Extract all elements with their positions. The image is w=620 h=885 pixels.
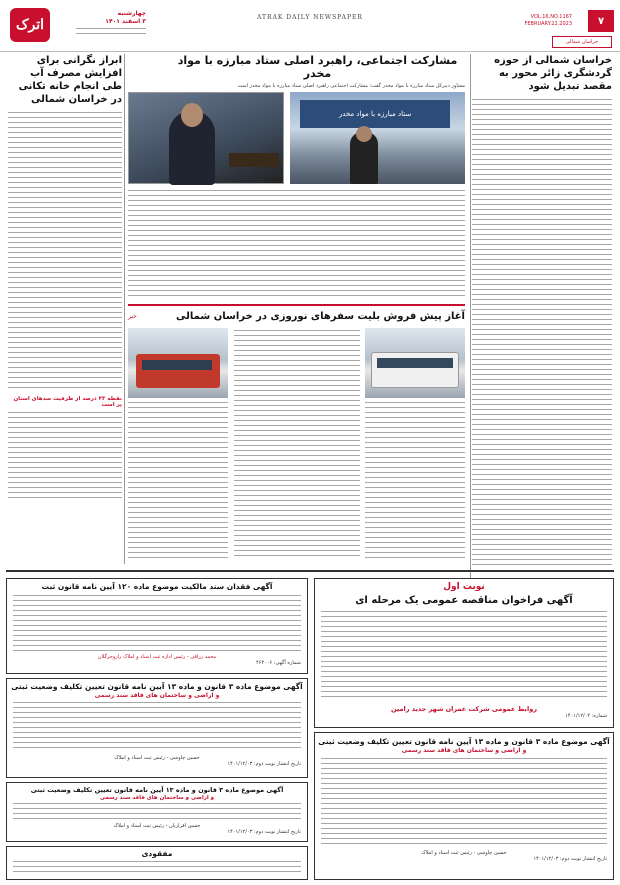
ad2-footer: حسین چاوشی - رئیس ثبت اسناد و املاک bbox=[114, 755, 200, 761]
ad1-title: آگهی فقدان سند مالکیت موضوع ماده ۱۲۰ آیین نامه قانون ثبت bbox=[41, 582, 273, 591]
volume-info bbox=[482, 14, 572, 28]
ad4-subtitle: و اراضی و ساختمان های فاقد سند رسمی bbox=[401, 747, 527, 754]
bus-article-body-2 bbox=[128, 402, 228, 560]
right-column bbox=[472, 54, 612, 569]
center-article-body bbox=[128, 190, 465, 300]
ad4-box bbox=[314, 732, 614, 880]
newspaper-logo: اترک bbox=[10, 8, 50, 42]
ad3-subtitle: و اراضی و ساختمان های فاقد سند رسمی bbox=[99, 795, 215, 801]
bus-section-label: خبر bbox=[128, 313, 137, 320]
column-divider bbox=[470, 54, 471, 584]
ad4-body bbox=[321, 758, 607, 846]
ad4-date: تاریخ انتشار نوبت دوم: ۱۴۰۱/۱۲/۰۳ bbox=[533, 856, 607, 862]
lost-ad-box bbox=[6, 846, 308, 880]
ad2-body bbox=[13, 702, 301, 752]
ads-rule bbox=[6, 570, 614, 572]
bus-article-body bbox=[234, 330, 360, 560]
ad1-body bbox=[13, 595, 301, 651]
right-article-title: خراسان شمالی از حوزه گردشگری زائر محور به مقصد تبدیل شود bbox=[494, 55, 612, 92]
masthead: ATRAK DAILY NEWSPAPER bbox=[257, 14, 363, 21]
meeting-photo bbox=[290, 92, 465, 184]
tender-number: شماره: ۱۴۰۱/۱۲/۰۲ bbox=[565, 713, 607, 719]
date-persian: ۳ اسفند ۱۴۰۱ bbox=[105, 18, 146, 25]
tender-title: آگهی فراخوان مناقصه عمومی یک مرحله ای bbox=[355, 595, 573, 606]
section-rule bbox=[128, 304, 465, 306]
left-article-body bbox=[8, 112, 122, 392]
date-english: FEBRUARY.22.2023 bbox=[524, 21, 572, 27]
bus-article-header bbox=[128, 310, 465, 323]
ad3-box bbox=[6, 782, 308, 842]
page-number-badge: ۷ bbox=[588, 10, 614, 32]
ad4-title: آگهی موضوع ماده ۳ قانون و ماده ۱۳ آیین نامه قانون تعیین تکلیف وضعیت ثبتی bbox=[318, 737, 610, 746]
bus-photo-2 bbox=[365, 328, 465, 398]
tender-footer: روابط عمومی شرکت عمران شهر جدید رامین bbox=[390, 705, 538, 713]
ad3-date: تاریخ انتشار نوبت دوم: ۱۴۰۱/۱۲/۰۳ bbox=[227, 829, 301, 835]
right-article-body bbox=[472, 99, 612, 569]
center-article bbox=[170, 54, 465, 90]
left-article-title: ابراز نگرانی برای افزایش مصرف آب طی انجام خانه تکانی در خراسان شمالی bbox=[18, 55, 122, 105]
nobat-label: نوبت اول bbox=[443, 582, 485, 592]
ad2-box bbox=[6, 678, 308, 778]
official-photo bbox=[128, 92, 284, 184]
lost-ad-title: مفقودی bbox=[141, 849, 173, 858]
column-divider-left bbox=[124, 54, 125, 564]
ad4-footer: حسین چاوشی - رئیس ثبت اسناد و املاک bbox=[421, 850, 507, 856]
weekday: چهارشنبه bbox=[117, 10, 146, 17]
photo-banner: ستاد مبارزه با مواد مخدر bbox=[300, 100, 450, 128]
bus-article-body-3 bbox=[365, 402, 465, 560]
ad2-date: تاریخ انتشار نوبت دوم: ۱۴۰۱/۱۲/۰۳ bbox=[227, 761, 301, 767]
ad3-footer: حسین افرازیان - رئیس ثبت اسناد و املاک bbox=[113, 823, 201, 829]
section-label: خراسان شمالی bbox=[552, 36, 612, 48]
tender-body bbox=[321, 611, 607, 701]
ad1-box bbox=[6, 578, 308, 674]
ad3-body bbox=[13, 803, 301, 821]
bus-photo-1 bbox=[128, 328, 228, 398]
left-subhead: نقطه ۴۳ درصد از ظرفیت سدهای استان پر است bbox=[13, 396, 122, 408]
center-article-lead: مشاور دبیرکل ستاد مبارزه با مواد مخدر گفت: مشارکت اجتماعی راهبرد اصلی ستاد مبارزه با مواد مخدر است bbox=[237, 83, 465, 89]
ad3-title: آگهی موضوع ماده ۳ قانون و ماده ۱۳ آیین نامه قانون تعیین تکلیف وضعیت ثبتی bbox=[30, 786, 284, 794]
ad1-footer: محمد رزاقی - رئیس اداره ثبت اسناد و املاک رازوجرگلان bbox=[97, 654, 217, 660]
issue-date bbox=[56, 10, 146, 34]
tender-ad bbox=[314, 578, 614, 728]
ad1-number: شماره آگهی: ۴۶۴۰۰۶ bbox=[256, 660, 301, 666]
left-article-body-2 bbox=[8, 412, 122, 502]
lost-ad-body bbox=[13, 861, 301, 873]
ad2-title: آگهی موضوع ماده ۳ قانون و ماده ۱۳ آیین نامه قانون تعیین تکلیف وضعیت ثبتی bbox=[11, 682, 303, 691]
left-column bbox=[8, 54, 122, 502]
volume-number: VOL.16,NO.1167 bbox=[530, 14, 572, 20]
center-article-title: مشارکت اجتماعی، راهبرد اصلی ستاد مبارزه با مواد مخدر bbox=[177, 54, 458, 80]
bus-article-title: آغاز پیش فروش بلیت سفرهای نوروزی در خراسان شمالی bbox=[176, 311, 465, 322]
ad2-subtitle: و اراضی و ساختمان های فاقد سند رسمی bbox=[94, 692, 220, 699]
